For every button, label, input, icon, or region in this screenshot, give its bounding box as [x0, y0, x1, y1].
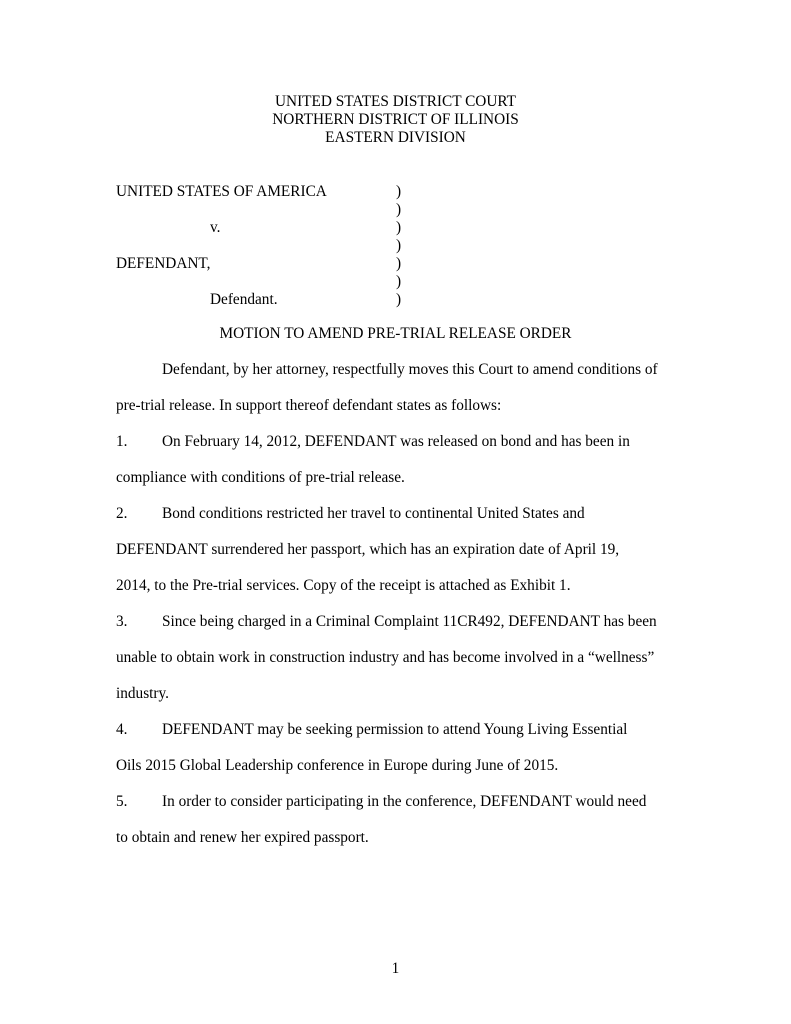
district-name: NORTHERN DISTRICT OF ILLINOIS [272, 111, 519, 128]
motion-title: MOTION TO AMEND PRE-TRIAL RELEASE ORDER [219, 325, 572, 342]
paragraph-number: 5. [116, 793, 128, 810]
court-name: UNITED STATES DISTRICT COURT [274, 93, 517, 110]
caption-paren: ) [396, 291, 402, 308]
paragraph-number: 4. [116, 721, 128, 738]
caption-paren: ) [396, 183, 402, 200]
paragraph-line: Since being charged in a Criminal Complaint 11CR492, DEFENDANT has been [162, 613, 657, 630]
paragraph-line: to obtain and renew her expired passport. [116, 829, 369, 846]
paragraph-line: 2014, to the Pre-trial services. Copy of the receipt is attached as Exhibit 1. [116, 577, 571, 594]
caption-paren: ) [396, 201, 402, 218]
intro-line: pre-trial release. In support thereof defendant states as follows: [116, 397, 502, 414]
caption-paren: ) [396, 273, 402, 290]
caption-paren: ) [396, 237, 402, 254]
caption-paren: ) [396, 255, 402, 272]
caption-paren: ) [396, 219, 402, 236]
court-heading [0, 93, 791, 147]
paragraph-line: DEFENDANT surrendered her passport, which has an expiration date of April 19, [116, 541, 620, 558]
paragraph-line: Oils 2015 Global Leadership conference in Europe during June of 2015. [116, 757, 559, 774]
paragraph-line: On February 14, 2012, DEFENDANT was released on bond and has been in [162, 433, 630, 450]
division-name: EASTERN DIVISION [325, 129, 466, 146]
caption-defendant-role: Defendant. [210, 291, 278, 308]
paragraph-line: Bond conditions restricted her travel to continental United States and [162, 505, 585, 522]
paragraph-line: compliance with conditions of pre-trial release. [116, 469, 405, 486]
paragraph-number: 1. [116, 433, 128, 450]
paragraph-number: 3. [116, 613, 128, 630]
paragraph-number: 2. [116, 505, 128, 522]
paragraph-line: industry. [116, 685, 169, 702]
caption-plaintiff: UNITED STATES OF AMERICA [116, 183, 327, 200]
page-number: 1 [391, 960, 400, 977]
caption-versus: v. [210, 219, 221, 236]
paragraph-line: In order to consider participating in the conference, DEFENDANT would need [162, 793, 647, 810]
caption-defendant: DEFENDANT, [116, 255, 211, 272]
paragraph-line: unable to obtain work in construction industry and has become involved in a “wellness” [116, 649, 655, 666]
intro-line: Defendant, by her attorney, respectfully moves this Court to amend conditions of [162, 361, 658, 378]
paragraph-line: DEFENDANT may be seeking permission to attend Young Living Essential [162, 721, 628, 738]
